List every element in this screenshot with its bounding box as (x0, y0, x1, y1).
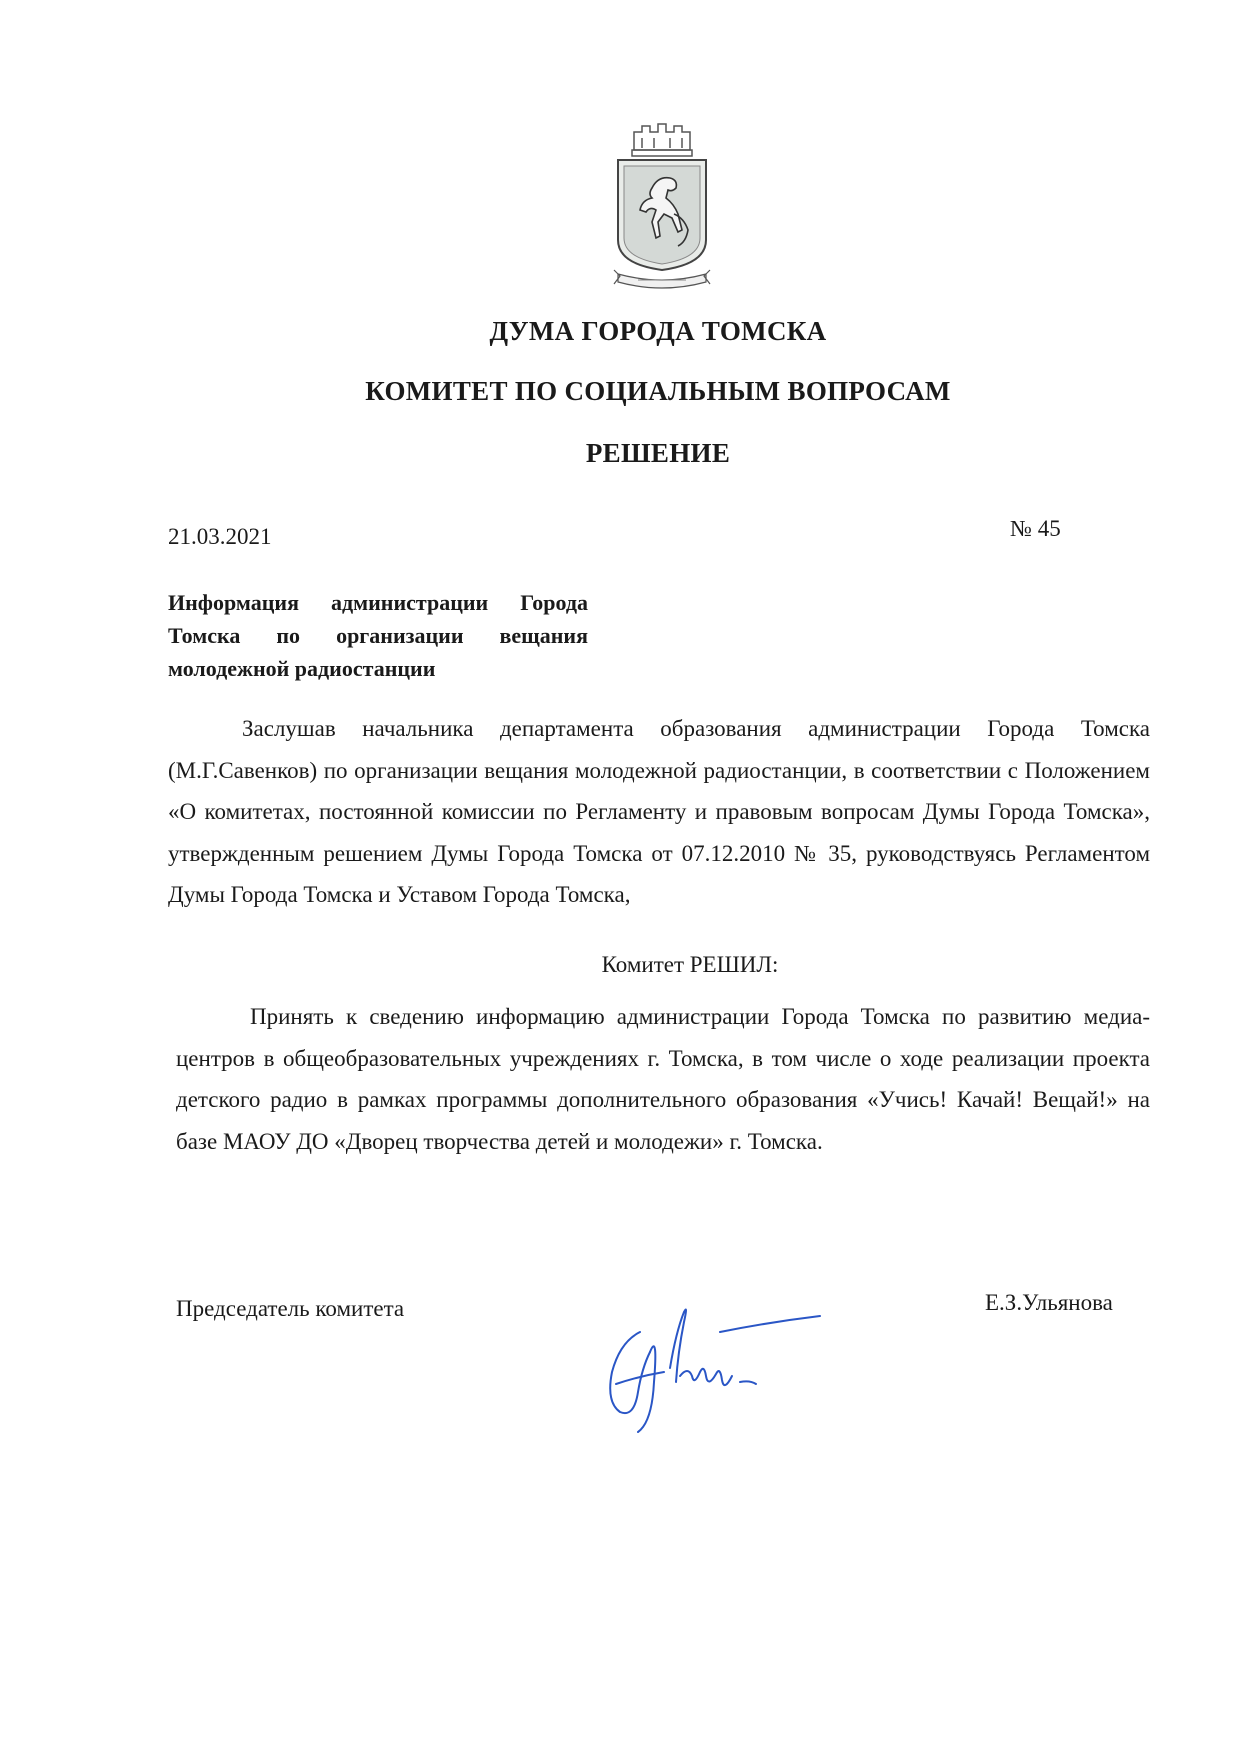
decision-number: № 45 (1010, 516, 1061, 541)
decision-subject: Информация администрации Города Томска по организации вещания молодежной радиостанции (168, 590, 588, 681)
chair-title: Председатель комитета (176, 1296, 405, 1321)
document-type: РЕШЕНИЕ (585, 438, 731, 468)
committee-title: КОМИТЕТ ПО СОЦИАЛЬНЫМ ВОПРОСАМ (365, 376, 951, 406)
resolved-heading: Комитет РЕШИЛ: (601, 952, 779, 977)
handwritten-signature-icon (580, 1272, 830, 1452)
decision-date: 21.03.2021 (168, 524, 272, 549)
resolution-paragraph: Принять к сведению информацию администрации Города Томска по развитию медиа-центров в общеобразовательных учреждениях г. Томска, в том числе о ходе реализации проекта детского радио в рамках программы дополнительного образования «Учись! Качай! Вещай!» на базе МАОУ ДО «Дворец творчества детей и молодежи» г. Томска. (176, 1004, 1150, 1154)
preamble-paragraph: Заслушав начальника департамента образования администрации Города Томска (М.Г.Савенков) по организации вещания молодежной радиостанции, в соответствии с Положением «О комитетах, постоянной комиссии по Регламенту и правовым вопросам Думы Города Томска», утвержденным решением Думы Города Томска от 07.12.2010 № 35, руководствуясь Регламентом Думы Города Томска и Уставом Города Томска, (168, 716, 1150, 907)
duma-title: ДУМА ГОРОДА ТОМСКА (489, 316, 827, 346)
chair-name: Е.З.Ульянова (985, 1290, 1113, 1315)
tomsk-coat-of-arms-icon (612, 118, 712, 290)
